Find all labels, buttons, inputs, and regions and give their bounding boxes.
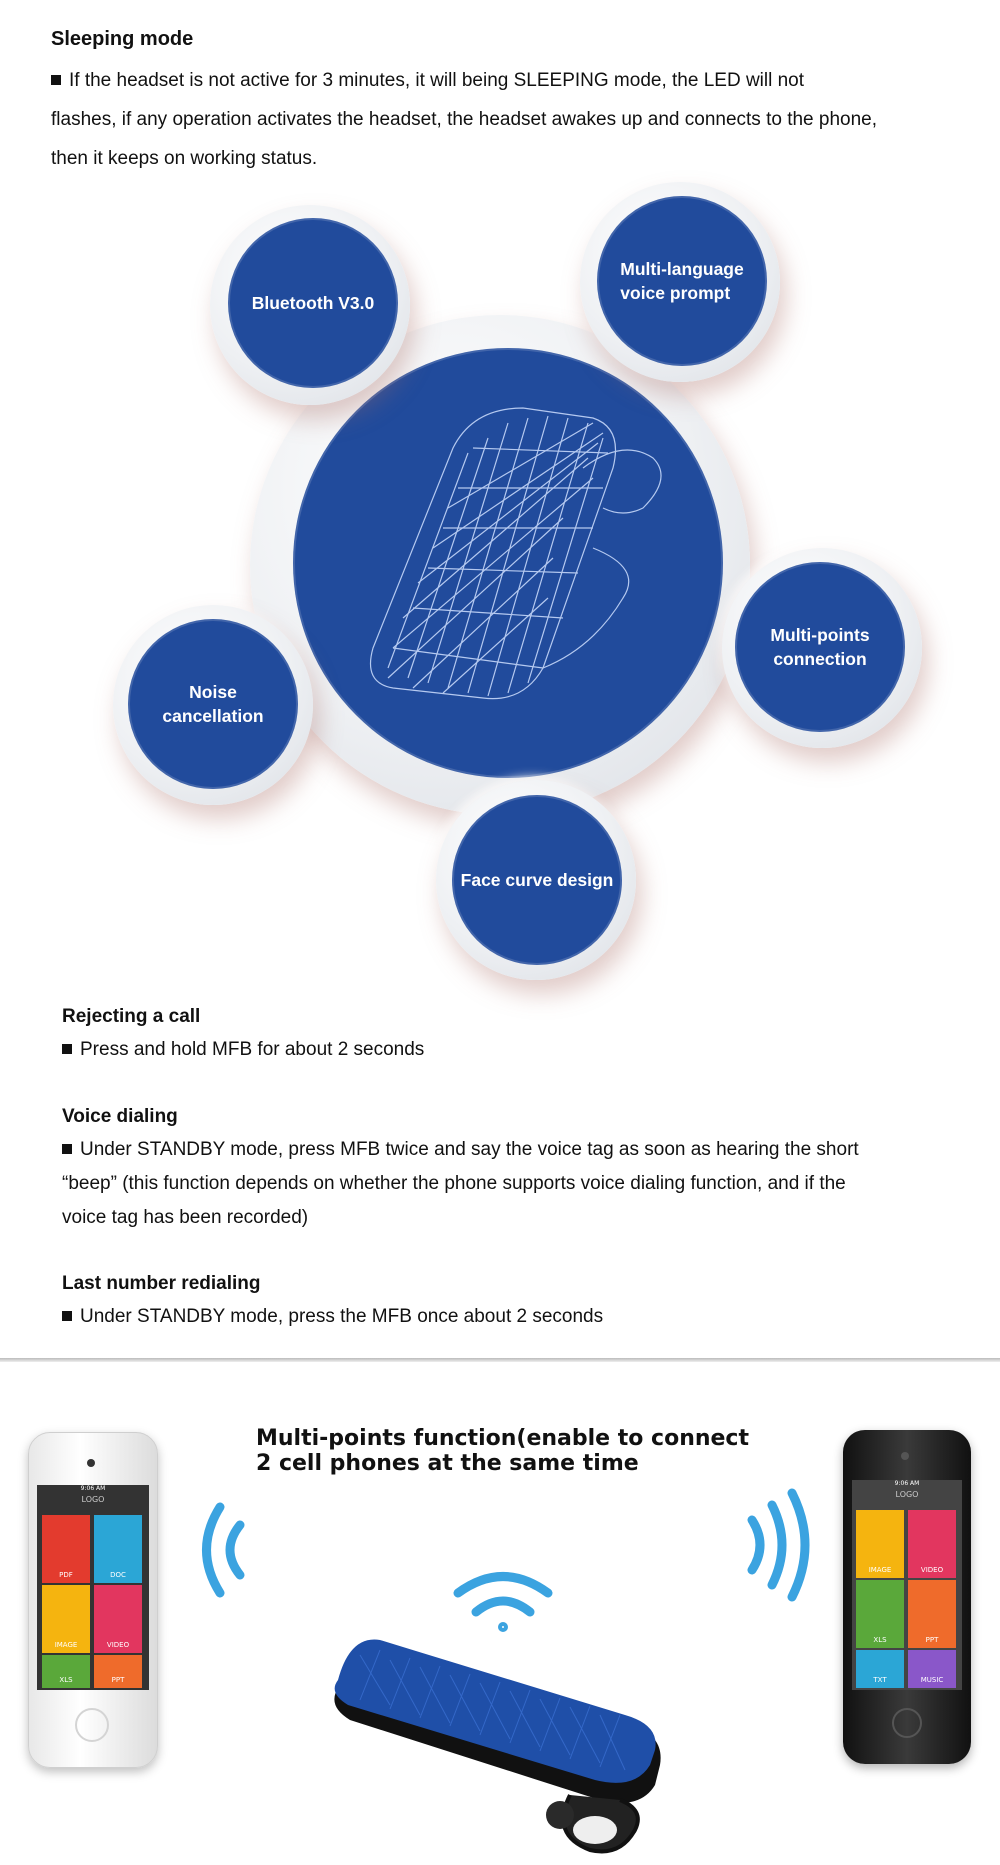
speaker-icon xyxy=(901,1452,909,1460)
multipoints-line-1: Multi-points xyxy=(770,625,870,645)
multipoint-title-line-1: Multi-points function(enable to connect xyxy=(256,1426,749,1451)
feature-face-label: Face curve design xyxy=(460,870,614,890)
app-tile-txt[interactable]: TXT xyxy=(856,1650,904,1688)
sleeping-line-3: then it keeps on working status. xyxy=(51,148,318,169)
rejecting-text-label: Press and hold MFB for about 2 seconds xyxy=(80,1039,425,1060)
feature-bluetooth xyxy=(228,218,398,388)
redial-text xyxy=(62,1300,603,1334)
multipoint-title-line-2: 2 cell phones at the same time xyxy=(256,1451,639,1476)
app-tile-doc[interactable]: DOC xyxy=(94,1515,142,1583)
app-tile-pdf[interactable]: PDF xyxy=(42,1515,90,1583)
multipoint-title xyxy=(256,1426,749,1476)
voice-line-3: voice tag has been recorded) xyxy=(62,1207,309,1228)
app-tile-video[interactable]: VIDEO xyxy=(94,1585,142,1653)
center-disc xyxy=(293,348,723,778)
app-tile-ppt[interactable]: PPT xyxy=(908,1580,956,1648)
multipoints-line-2: connection xyxy=(773,649,867,669)
bullet-icon xyxy=(51,75,61,85)
feature-multi-language xyxy=(597,196,767,366)
feature-face-curve xyxy=(452,795,622,965)
sleeping-mode-text xyxy=(51,61,991,178)
headset-wireframe-icon xyxy=(293,348,723,778)
rejecting-heading: Rejecting a call xyxy=(62,1006,201,1027)
home-button-icon[interactable] xyxy=(892,1708,922,1738)
phone-left-time: 9:06 AM xyxy=(80,1485,106,1492)
voice-heading: Voice dialing xyxy=(62,1106,178,1127)
bullet-icon xyxy=(62,1044,72,1054)
app-tile-ppt[interactable]: PPT xyxy=(94,1655,142,1688)
phone-left-screen xyxy=(37,1485,149,1690)
rejecting-text xyxy=(62,1033,424,1067)
redial-text-label: Under STANDBY mode, press the MFB once about 2 seconds xyxy=(80,1306,604,1327)
phone-right-time: 9:06 AM xyxy=(894,1480,920,1487)
sleeping-mode-heading: Sleeping mode xyxy=(51,28,194,50)
section-divider xyxy=(0,1358,1000,1362)
multilang-line-1: Multi-language xyxy=(620,259,744,279)
app-tile-image[interactable]: IMAGE xyxy=(42,1585,90,1653)
signal-waves-left-icon xyxy=(185,1495,255,1605)
bullet-icon xyxy=(62,1144,72,1154)
voice-line-2: “beep” (this function depends on whether the phone supports voice dialing function, and if the xyxy=(62,1173,846,1194)
phone-right xyxy=(843,1430,971,1764)
redial-heading: Last number redialing xyxy=(62,1273,261,1294)
sleeping-line-1: If the headset is not active for 3 minutes, it will being SLEEPING mode, the LED will not xyxy=(69,70,805,91)
app-tile-video[interactable]: VIDEO xyxy=(908,1510,956,1578)
noise-line-2: cancellation xyxy=(162,706,264,726)
feature-multi-points xyxy=(735,562,905,732)
app-tile-xls[interactable]: XLS xyxy=(42,1655,90,1688)
signal-waves-right-icon xyxy=(740,1485,820,1605)
phone-right-screen xyxy=(852,1480,962,1690)
home-button-icon[interactable] xyxy=(75,1708,109,1742)
phone-left-logo: LOGO xyxy=(81,1495,105,1504)
bullet-icon xyxy=(62,1311,72,1321)
sleeping-line-2: flashes, if any operation activates the headset, the headset awakes up and connects to the phone, xyxy=(51,109,878,130)
app-tile-image[interactable]: IMAGE xyxy=(856,1510,904,1578)
voice-line-1: Under STANDBY mode, press MFB twice and say the voice tag as soon as hearing the short xyxy=(80,1139,859,1160)
app-tile-xls[interactable]: XLS xyxy=(856,1580,904,1648)
speaker-icon xyxy=(87,1459,95,1467)
phone-left xyxy=(28,1432,158,1768)
noise-line-1: Noise xyxy=(189,682,237,702)
app-tile-music[interactable]: MUSIC xyxy=(908,1650,956,1688)
phone-right-logo: LOGO xyxy=(895,1490,919,1499)
multilang-line-2: voice prompt xyxy=(620,283,731,303)
feature-bluetooth-label: Bluetooth V3.0 xyxy=(251,293,375,313)
voice-text xyxy=(62,1133,992,1235)
headset-icon xyxy=(320,1625,700,1865)
feature-noise-cancellation xyxy=(128,619,298,789)
